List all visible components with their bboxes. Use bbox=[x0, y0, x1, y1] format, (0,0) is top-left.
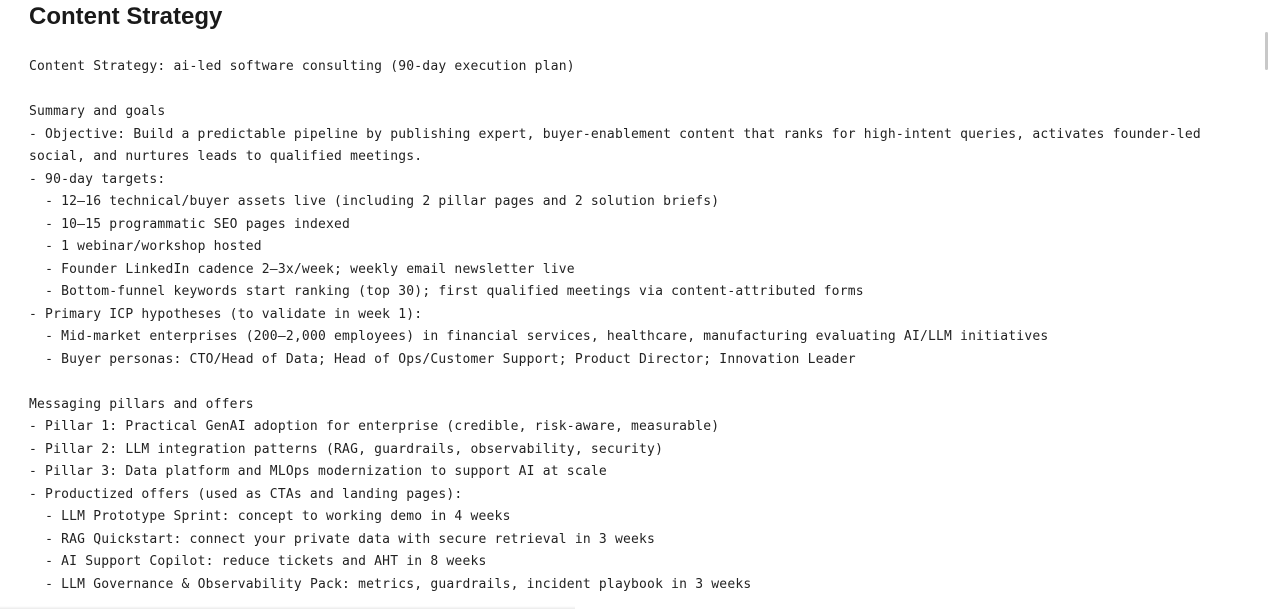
vertical-scrollbar[interactable] bbox=[1265, 32, 1268, 70]
document-body-text[interactable]: Content Strategy: ai-led software consulting (90-day execution plan) Summary and goals - Objective: Build a predictable pipeline by publishing expert, buyer-enablement content that ranks for high-intent queries, activates founder-led social, and nurtures leads to qualified meetings. - 90-day targets: - 12–16 technical/buyer assets live (including 2 pillar pages and 2 solution briefs) - 10–15 programmatic SEO pages indexed - 1 webinar/workshop hosted - Founder LinkedIn cadence 2–3x/week; weekly email newsletter live - Bottom-funnel keywords start ranking (top 30); first qualified meetings via content-attributed forms - Primary ICP hypotheses (to validate in week 1): - Mid-market enterprises (200–2,000 employees) in financial services, healthcare, manufacturing evaluating AI/LLM initiatives - Buyer personas: CTO/Head of Data; Head of Ops/Customer Support; Product Director; Innovation Leader Messaging pillars and offers - Pillar 1: Practical GenAI adoption for enterprise (credible, risk-aware, measurable) - Pillar 2: LLM integration patterns (RAG, guardrails, observability, security) - Pillar 3: Data platform and MLOps modernization to support AI at scale - Productized offers (used as CTAs and landing pages): - LLM Prototype Sprint: concept to working demo in 4 weeks - RAG Quickstart: connect your private data with secure retrieval in 3 weeks - AI Support Copilot: reduce tickets and AHT in 8 weeks - LLM Governance & Observability Pack: metrics, guardrails, incident playbook in 3 weeks bbox=[29, 59, 1201, 592]
page-title: Content Strategy bbox=[29, 3, 223, 30]
